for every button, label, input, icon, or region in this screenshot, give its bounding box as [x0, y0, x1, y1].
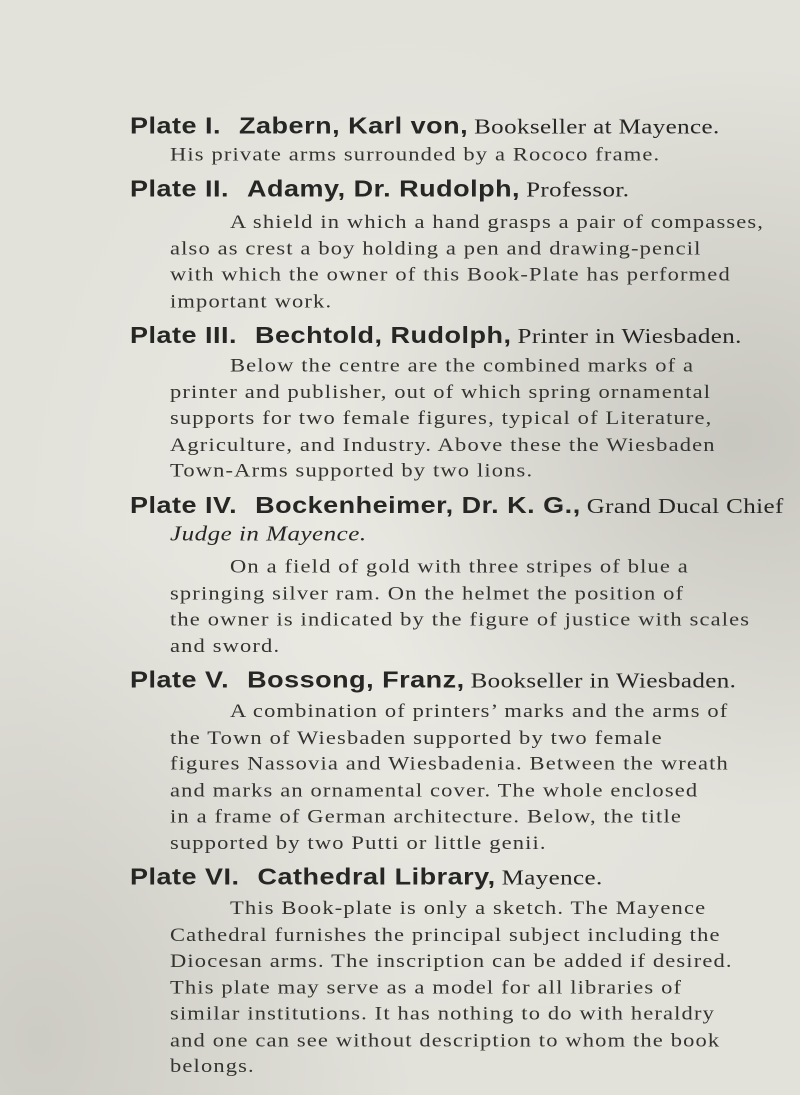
owner-role: Printer in Wiesbaden.	[517, 324, 742, 348]
description-line: in a frame of German architecture. Below, the title	[170, 805, 682, 827]
plate-entry	[130, 112, 750, 168]
description-line: the Town of Wiesbaden supported by two female	[170, 726, 663, 748]
description-line: the owner is indicated by the figure of justice with scales	[170, 608, 751, 630]
description-line: springing silver ram. On the helmet the position of	[170, 581, 685, 604]
owner-name: Bockenheimer, Dr. K. G.,	[255, 492, 581, 519]
owner-role: Professor.	[526, 178, 630, 202]
description-line: figures Nassovia and Wiesbadenia. Between the wreath	[170, 752, 729, 775]
plate-entry	[130, 175, 765, 314]
plate-description	[130, 209, 765, 314]
plate-number: Plate IV.	[130, 492, 238, 519]
owner-role: Bookseller in Wiesbaden.	[470, 669, 737, 693]
owner-role-continued: Judge in Mayence.	[170, 522, 367, 546]
plate-number: Plate VI.	[130, 863, 240, 890]
description-line: This Book-plate is only a sketch. The Mayence	[230, 896, 707, 919]
description-line: On a field of gold with three stripes of blue a	[230, 555, 689, 577]
owner-name: Zabern, Karl von,	[239, 112, 469, 139]
description-line: important work.	[170, 289, 333, 312]
description-line: A combination of printers’ marks and the arms of	[230, 699, 729, 722]
description-line: Below the centre are the combined marks of a	[230, 354, 695, 376]
owner-name: Bossong, Franz,	[247, 666, 465, 693]
description-line: printer and publisher, out of which spring ornamental	[170, 380, 712, 402]
plate-description	[130, 895, 750, 1080]
plate-description	[130, 698, 750, 856]
plate-description	[130, 352, 750, 484]
book-plate-catalogue-page	[0, 15, 800, 1077]
plate-number: Plate III.	[130, 322, 238, 348]
description-line: similar institutions. It has nothing to do with heraldry	[170, 1002, 715, 1024]
description-line: also as crest a boy holding a pen and drawing-pencil	[170, 236, 702, 259]
plate-entry	[130, 863, 750, 1080]
description-line: supported by two Putti or little genii.	[170, 831, 547, 854]
description-line: Agriculture, and Industry. Above these the Wiesbaden	[170, 433, 716, 455]
plate-heading	[130, 175, 750, 204]
description-line: Diocesan arms. The inscription can be added if desired.	[170, 949, 733, 972]
description-line: with which the owner of this Book-Plate has performed	[170, 263, 731, 285]
plate-heading	[130, 863, 750, 892]
owner-name: Bechtold, Rudolph,	[255, 322, 512, 348]
plate-description	[130, 554, 750, 659]
plate-heading	[130, 112, 750, 141]
plate-description	[170, 141, 750, 167]
description-line: Town-Arms supported by two lions.	[170, 459, 534, 482]
description-line: His private arms surrounded by a Rococo frame.	[170, 143, 661, 165]
plate-number: Plate I.	[130, 112, 222, 139]
owner-role: Mayence.	[501, 866, 603, 890]
owner-name: Cathedral Library,	[257, 863, 496, 890]
description-line: belongs.	[170, 1054, 255, 1077]
plate-entry	[130, 321, 750, 484]
plate-heading	[130, 321, 750, 350]
plate-number: Plate V.	[130, 666, 230, 693]
owner-role: Grand Ducal Chief	[586, 494, 784, 519]
description-line: A shield in which a hand grasps a pair of compasses,	[230, 210, 765, 233]
plate-number: Plate II.	[130, 175, 230, 202]
description-line: This plate may serve as a model for all libraries of	[170, 975, 683, 998]
plate-entry	[130, 666, 750, 856]
plate-entry	[130, 491, 784, 659]
description-line: and one can see without description to whom the book	[170, 1028, 721, 1051]
description-line: supports for two female figures, typical of Literature,	[170, 406, 713, 429]
plate-heading	[130, 666, 750, 695]
owner-name: Adamy, Dr. Rudolph,	[247, 175, 521, 202]
owner-role: Bookseller at Mayence.	[474, 115, 720, 139]
description-line: Cathedral furnishes the principal subject including the	[170, 923, 721, 945]
plate-heading	[130, 491, 784, 548]
description-line: and marks an ornamental cover. The whole enclosed	[170, 778, 699, 801]
description-line: and sword.	[170, 634, 281, 657]
